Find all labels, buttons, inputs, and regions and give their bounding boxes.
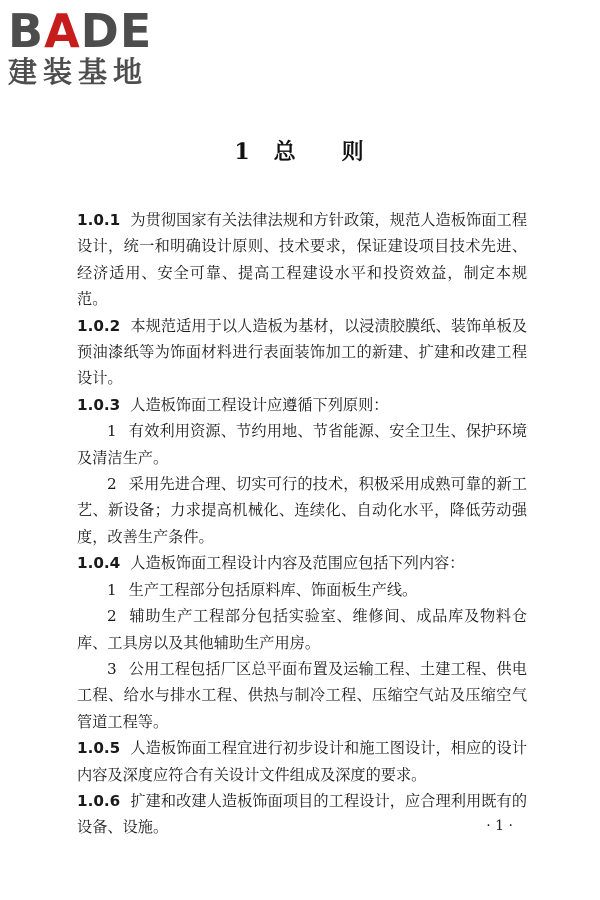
clause-1-0-3 xyxy=(77,392,527,418)
chapter-title-part2: 则 xyxy=(341,139,366,165)
clause-1-0-6 xyxy=(77,788,527,841)
clause-text: 扩建和改建人造板饰面项目的工程设计，应合理利用既有的设备、设施。 xyxy=(77,791,527,837)
clause-text: 人造板饰面工程宜进行初步设计和施工图设计，相应的设计内容及深度应符合有关设计文件组成及深度的要求。 xyxy=(77,739,527,784)
item-number: 2 xyxy=(107,607,117,626)
logo-letter-e: E xyxy=(119,4,153,58)
clause-1-0-4 xyxy=(77,550,527,576)
bade-logo xyxy=(8,6,178,90)
clause-text: 人造板饰面工程设计应遵循下列原则： xyxy=(130,395,389,414)
clause-1-0-4-item-3 xyxy=(77,656,527,735)
logo-subtitle: 建装基地 xyxy=(8,55,149,89)
logo-letter-d: D xyxy=(80,4,120,58)
item-text: 辅助生产工程部分包括实验室、维修间、成品库及物料仓库、工具房以及其他辅助生产用房。 xyxy=(77,607,527,652)
clause-1-0-5 xyxy=(77,735,527,788)
clause-number: 1.0.3 xyxy=(77,395,121,414)
clause-1-0-2 xyxy=(77,313,527,392)
clause-number: 1.0.1 xyxy=(77,211,121,229)
chapter-title-part1: 总 xyxy=(273,139,298,165)
item-text: 采用先进合理、切实可行的技术，积极采用成熟可靠的新工艺、新设备；力求提高机械化、连续化、自动化水平，降低劳动强度，改善生产条件。 xyxy=(77,475,527,546)
item-number: 1 xyxy=(107,422,117,441)
chapter-title xyxy=(0,135,600,166)
clause-number: 1.0.6 xyxy=(77,791,121,810)
logo-letter-a: A xyxy=(44,4,81,58)
clause-text: 为贯彻国家有关法律法规和方针政策，规范人造板饰面工程设计，统一和明确设计原则、技术要求，保证建设项目技术先进、经济适用、安全可靠、提高工程建设水平和投资效益，制定本规范。 xyxy=(77,211,527,309)
item-text: 生产工程部分包括原料库、饰面板生产线。 xyxy=(128,580,418,599)
clause-1-0-3-item-1 xyxy=(77,418,527,471)
clause-1-0-3-item-2 xyxy=(77,471,527,550)
clause-1-0-4-item-2 xyxy=(77,603,527,656)
item-text: 有效利用资源、节约用地、节省能源、安全卫生、保护环境及清洁生产。 xyxy=(77,422,527,467)
clause-number: 1.0.5 xyxy=(77,739,121,758)
clause-1-0-4-item-1 xyxy=(77,577,527,603)
document-body xyxy=(77,207,527,841)
clause-text: 人造板饰面工程设计内容及范围应包括下列内容： xyxy=(130,554,465,573)
clause-number: 1.0.2 xyxy=(77,316,121,335)
logo-letter-b: B xyxy=(8,4,45,58)
clause-number: 1.0.4 xyxy=(77,554,121,573)
item-number: 2 xyxy=(107,475,117,494)
item-text: 公用工程包括厂区总平面布置及运输工程、土建工程、供电工程、给水与排水工程、供热与制冷工程、压缩空气站及压缩空气管道工程等。 xyxy=(77,659,527,731)
chapter-number: 1 xyxy=(234,139,252,165)
item-number: 3 xyxy=(107,659,117,678)
page-number: · 1 · xyxy=(486,818,513,834)
logo-wordmark xyxy=(8,6,178,56)
clause-text: 本规范适用于以人造板为基材，以浸渍胶膜纸、装饰单板及预油漆纸等为饰面材料进行表面装饰加工的新建、扩建和改建工程设计。 xyxy=(77,316,527,388)
item-number: 1 xyxy=(107,580,117,599)
clause-1-0-1 xyxy=(77,207,527,313)
